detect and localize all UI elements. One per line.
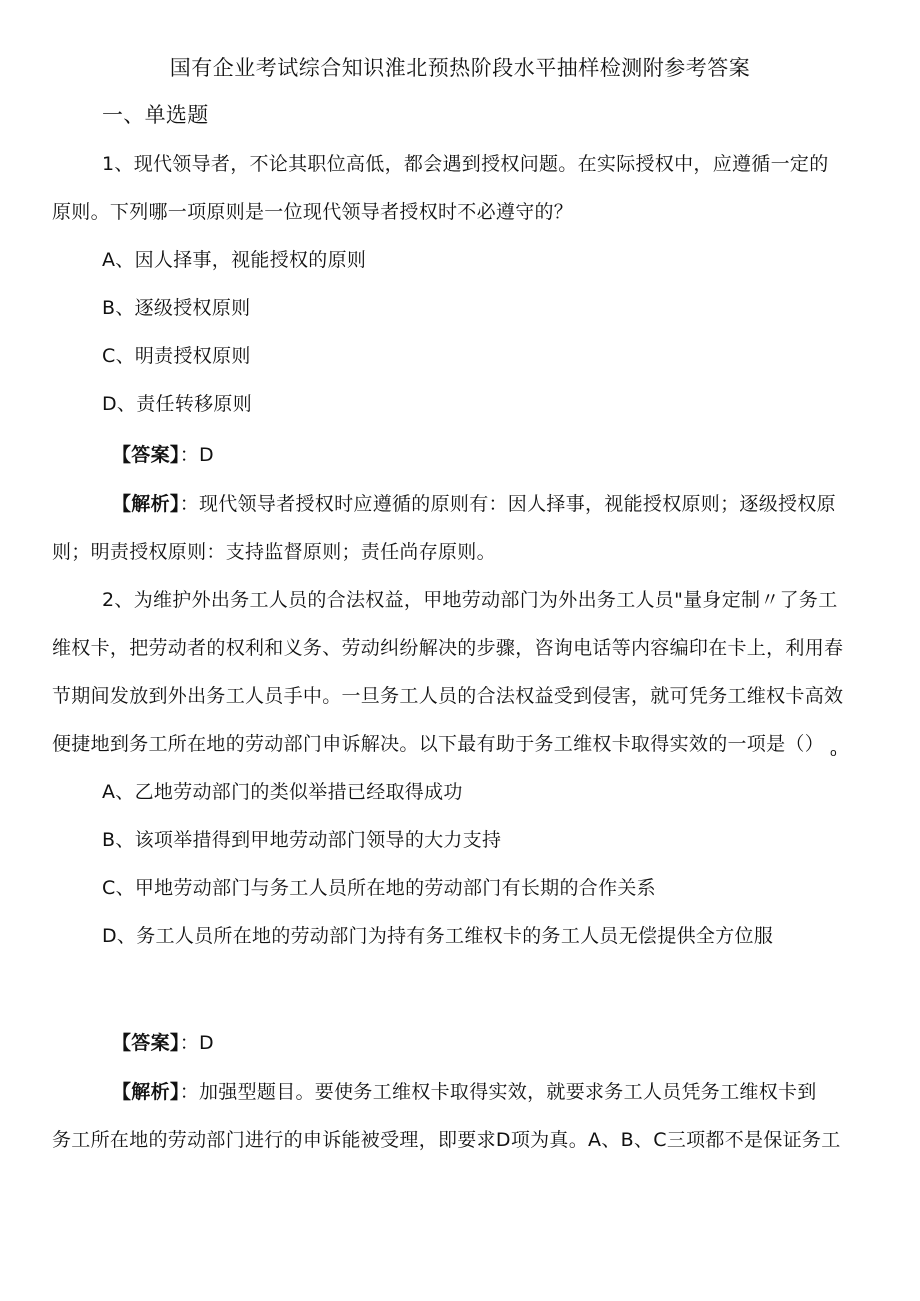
answer-value: ：D (179, 444, 214, 466)
answer-line (112, 1031, 214, 1055)
option-a: A、因人择事，视能授权的原则 (102, 249, 367, 271)
analysis-line (112, 1080, 817, 1104)
analysis-label: 【解析】 (112, 493, 180, 515)
option-d: D、责任转移原则 (102, 393, 253, 415)
question-stem-line: 1、现代领导者，不论其职位高低，都会遇到授权问题。在实际授权中，应遵循一定的 (102, 153, 829, 175)
analysis-label: 【解析】 (112, 1081, 180, 1103)
question-stem-tail: o (830, 746, 838, 759)
analysis-text: ：加强型题目。要使务工维权卡取得实效，就要求务工人员凭务工维权卡到 (179, 1081, 817, 1103)
option-c: C、明责授权原则 (102, 345, 251, 367)
option-d: D、务工人员所在地的劳动部门为持有务工维权卡的务工人员无偿提供全方位服 (102, 925, 774, 947)
analysis-text: 务工所在地的劳动部门进行的申诉能被受理，即要求D项为真。A、B、C三项都不是保证务工 (52, 1129, 841, 1151)
analysis-line (112, 492, 836, 516)
option-c: C、甲地劳动部门与务工人员所在地的劳动部门有长期的合作关系 (102, 877, 656, 899)
option-b: B、该项举措得到甲地劳动部门领导的大力支持 (102, 829, 502, 851)
question-stem-line: 2、为维护外出务工人员的合法权益，甲地劳动部门为外出务工人员"量身定制〃了务工 (102, 589, 838, 611)
answer-label: 【答案】 (112, 1032, 180, 1054)
document-title: 国有企业考试综合知识淮北预热阶段水平抽样检测附参考答案 (169, 56, 751, 80)
question-stem-line: 节期间发放到外出务工人员手中。一旦务工人员的合法权益受到侵害，就可凭务工维权卡高效 (52, 685, 844, 707)
analysis-text: 则；明责授权原则：支持监督原则；责任尚存原则。 (52, 541, 496, 563)
question-stem-line: 维权卡，把劳动者的权利和义务、劳动纠纷解决的步骤，咨询电话等内容编印在卡上，利用春 (52, 637, 844, 659)
option-a: A、乙地劳动部门的类似举措已经取得成功 (102, 781, 463, 803)
answer-label: 【答案】 (112, 444, 180, 466)
question-stem-text: 便捷地到务工所在地的劳动部门申诉解决。以下最有助于务工维权卡取得实效的一项是（） (52, 733, 825, 755)
answer-line (112, 443, 214, 467)
question-stem-line: 原则。下列哪一项原则是一位现代领导者授权时不必遵守的？ (52, 201, 574, 223)
analysis-text: ：现代领导者授权时应遵循的原则有：因人择事，视能授权原则；逐级授权原 (179, 493, 836, 515)
question-stem-line (52, 732, 837, 765)
option-b: B、逐级授权原则 (102, 297, 251, 319)
answer-value: ：D (179, 1032, 214, 1054)
section-heading: 一、单选题 (102, 103, 209, 127)
